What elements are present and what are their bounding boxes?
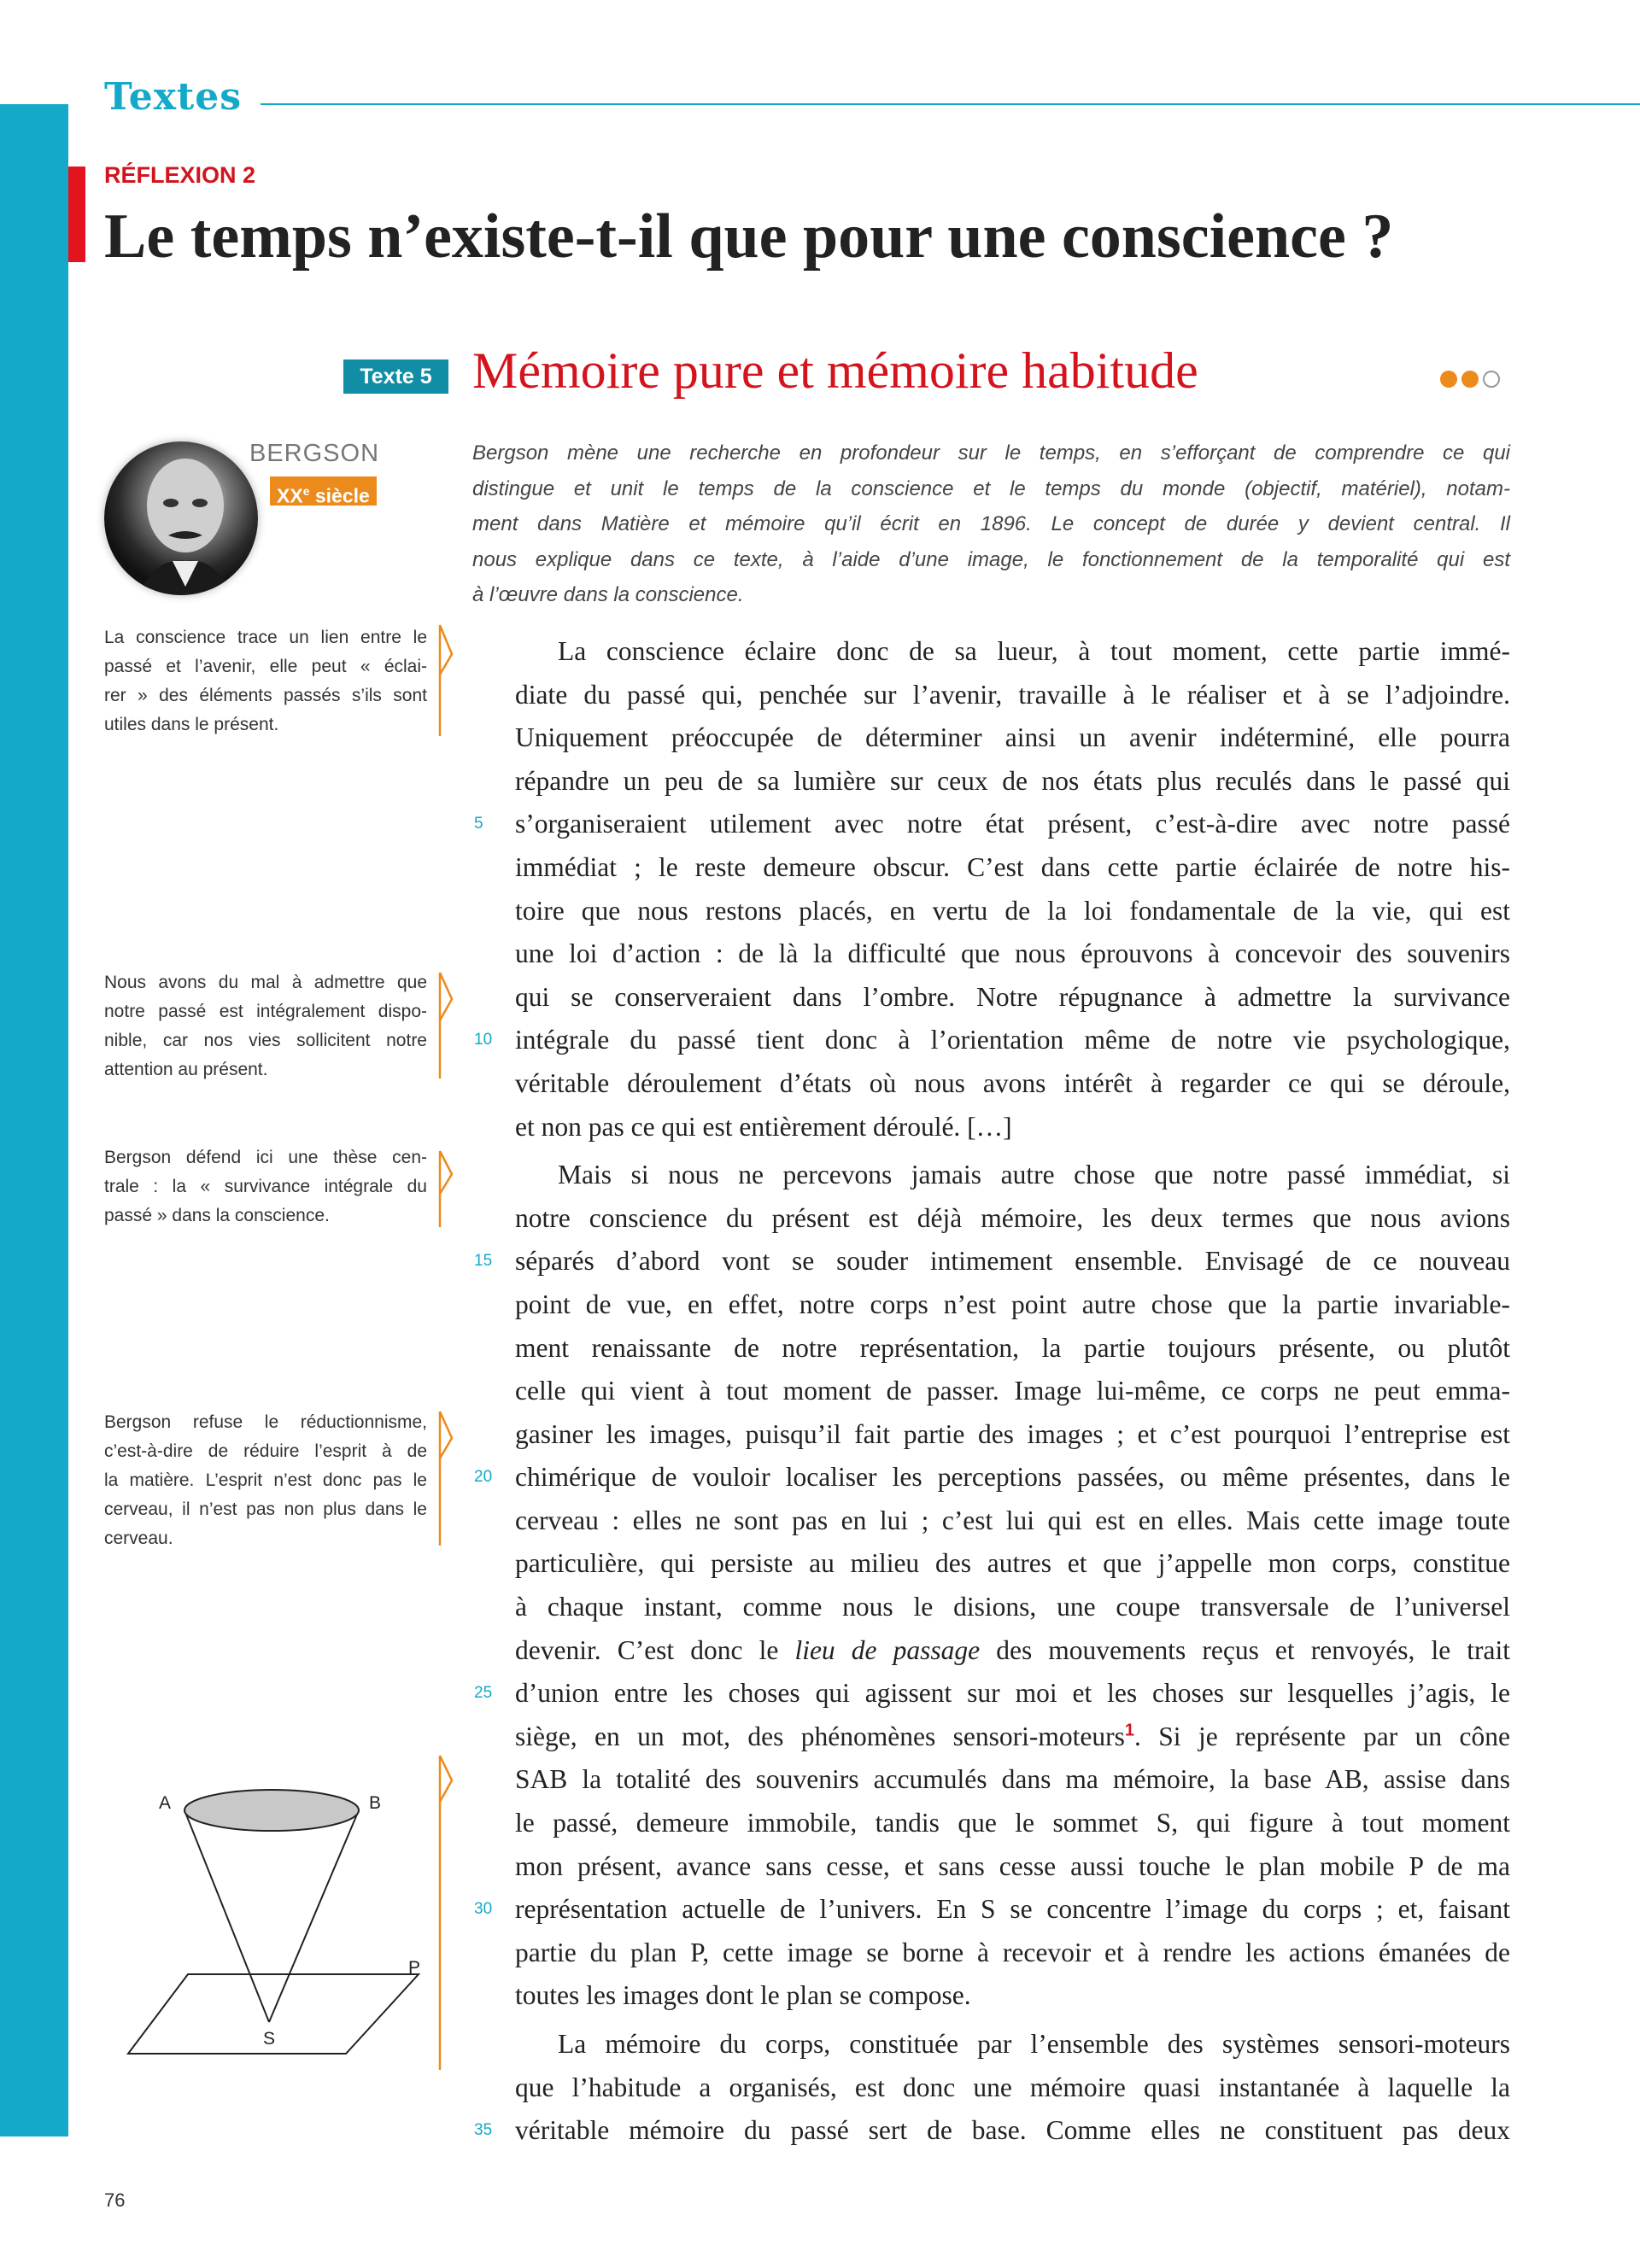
emphasis: lieu de passage: [794, 1634, 981, 1665]
text-line: [515, 1716, 1510, 1759]
bracket-note-2: [440, 973, 452, 1078]
label-p: P: [408, 1958, 421, 1978]
footnote-ref: 1: [1124, 1721, 1134, 1740]
text-line: [515, 932, 1510, 976]
margin-note: [104, 968, 427, 1084]
intro-line: distingue et unit le temps de la conscience et le temps du monde (objectif, matériel), notam-: [472, 476, 1510, 500]
portrait-illustration: [104, 441, 258, 595]
text-line: [474, 1672, 1510, 1716]
note-line: utiles dans le présent.: [104, 715, 279, 734]
line-text: toire que nous restons placés, en vertu de la loi fondamentale de la vie, qui est: [515, 895, 1510, 926]
note-line: Bergson refuse le réductionnisme,: [104, 1412, 427, 1432]
note-line: La conscience trace un lien entre le: [104, 628, 427, 647]
line-text: La mémoire du corps, constituée par l’ensemble des systèmes sensori-moteurs: [558, 2029, 1510, 2059]
note-line: la matière. L’esprit n’est donc pas le: [104, 1470, 427, 1490]
intro-line: nous explique dans ce texte, à l’aide d’une image, le fonctionnement de la temporalité qui est: [472, 547, 1510, 571]
difficulty-dot-filled: [1440, 371, 1457, 388]
line-text: représentation actuelle de l’univers. En S se concentre l’image du corps ; et, faisant: [515, 1894, 1510, 1925]
text-line: [515, 1758, 1510, 1802]
text-line: [515, 890, 1510, 933]
author-portrait: [104, 441, 258, 595]
text-line: [474, 1888, 1510, 1932]
text-introduction: [472, 435, 1510, 613]
chapter-kicker: RÉFLEXION 2: [104, 162, 256, 188]
line-text: que l’habitude a organisés, est donc une mémoire quasi instantanée à laquelle la: [515, 2072, 1510, 2102]
line-text: Uniquement préoccupée de déterminer ainsi un avenir indéterminé, elle pourra: [515, 722, 1510, 753]
intro-line: Bergson mène une recherche en profondeur sur le temps, en s’efforçant de comprendre ce qui: [472, 441, 1510, 465]
text-line: [515, 1974, 1510, 2018]
line-text: d’union entre les choses qui agissent sur moi et les choses sur lesquelles j’agis, le: [515, 1678, 1510, 1709]
line-text: à chaque instant, comme nous le disions, une coupe transversale de l’universel: [515, 1592, 1510, 1622]
line-text: des mouvements reçus et renvoyés, le trait: [980, 1634, 1510, 1665]
line-number: 15: [474, 1252, 493, 1271]
bracket-note-4: [440, 1412, 452, 1546]
line-text: diate du passé qui, penchée sur l’avenir, travaille à le réaliser et à se l’adjoindre.: [515, 679, 1510, 710]
line-text: cerveau : elles ne sont pas en lui ; c’est lui qui est en elles. Mais cette image toute: [515, 1505, 1510, 1535]
text-line: [515, 716, 1510, 760]
text-line: [515, 1197, 1510, 1241]
century-word: siècle: [309, 484, 370, 507]
note-line: c’est-à-dire de réduire l’esprit à de: [104, 1441, 427, 1461]
intro-line: à l’œuvre dans la conscience.: [472, 583, 744, 606]
line-number: 35: [474, 2121, 493, 2140]
line-text: gasiner les images, puisqu’il fait partie des images ; et c’est pourquoi l’entreprise est: [515, 1418, 1510, 1449]
line-text: chimérique de vouloir localiser les perceptions passées, ou même présentes, dans le: [515, 1462, 1510, 1493]
text-line: [515, 1283, 1510, 1327]
text-line: [515, 1542, 1510, 1586]
intro-line: ment dans Matière et mémoire qu’il écrit en 1896. Le concept de durée y devient central. Il: [472, 512, 1510, 535]
text-line: [515, 1499, 1510, 1543]
line-number: 20: [474, 1468, 493, 1487]
note-line: cerveau.: [104, 1529, 173, 1548]
text-line: [515, 674, 1510, 717]
text-line: [515, 1327, 1510, 1371]
title-accent-bar: [68, 167, 85, 262]
margin-note: [104, 623, 427, 739]
note-line: passé et l’avenir, elle peut « éclai-: [104, 657, 427, 676]
line-text: répandre un peu de sa lumière sur ceux de nos états plus reculés dans le passé qui: [515, 765, 1510, 796]
text-line: [515, 976, 1510, 1020]
text-line: [515, 1802, 1510, 1845]
text-line: [515, 1413, 1510, 1457]
line-text: et non pas ce qui est entièrement déroulé. […]: [515, 1111, 1012, 1142]
note-line: notre passé est intégralement dispo-: [104, 1002, 427, 1021]
line-text: une loi d’action : de là la difficulté que nous éprouvons à concevoir des souvenirs: [515, 938, 1510, 969]
difficulty-dot-filled: [1461, 371, 1479, 388]
line-text: ment renaissante de notre représentation, la partie toujours présente, ou plutôt: [515, 1332, 1510, 1363]
line-text: point de vue, en effet, notre corps n’est point autre chose que la partie invariable-: [515, 1289, 1510, 1319]
line-text: celle qui vient à tout moment de passer. Image lui-même, ce corps ne peut emma-: [515, 1376, 1510, 1406]
label-b: B: [369, 1793, 382, 1813]
line-text: Mais si nous ne percevons jamais autre chose que notre passé immédiat, si: [558, 1160, 1510, 1190]
bracket-note-3: [440, 1151, 452, 1227]
line-text: séparés d’abord vont se souder intimement ensemble. Envisagé de ce nouveau: [515, 1246, 1510, 1277]
note-line: Nous avons du mal à admettre que: [104, 973, 427, 992]
text-line: [474, 1019, 1510, 1062]
line-text: siège, en un mot, des phénomènes sensori-moteurs: [515, 1721, 1125, 1751]
text-line: [474, 1456, 1510, 1499]
text-line: [515, 760, 1510, 804]
century-badge: [270, 476, 377, 506]
note-line: passé » dans la conscience.: [104, 1206, 330, 1225]
bracket-diagram: [440, 1756, 452, 2070]
text-line: [515, 1845, 1510, 1889]
line-text: SAB la totalité des souvenirs accumulés dans ma mémoire, la base AB, assise dans: [515, 1764, 1510, 1795]
label-a: A: [159, 1793, 172, 1813]
text-line: [515, 1370, 1510, 1413]
memory-cone-diagram: [120, 1776, 427, 2066]
margin-note: [104, 1143, 427, 1230]
line-number: 10: [474, 1031, 493, 1049]
note-line: Bergson défend ici une thèse cen-: [104, 1148, 427, 1167]
line-text: partie du plan P, cette image se borne à recevoir et à rendre les actions émanées de: [515, 1937, 1510, 1967]
text-line: [515, 1106, 1510, 1149]
text-body: [474, 630, 1510, 2153]
text-line: [515, 630, 1510, 674]
line-text: le passé, demeure immobile, tandis que le sommet S, qui figure à tout moment: [515, 1808, 1510, 1838]
century-numeral: XX: [277, 484, 303, 507]
line-text: qui se conserveraient dans l’ombre. Notre répugnance à admettre la survivance: [515, 981, 1510, 1012]
line-text: s’organiseraient utilement avec notre état présent, c’est-à-dire avec notre passé: [515, 809, 1510, 839]
note-line: cerveau, il n’est pas non plus dans le: [104, 1499, 427, 1519]
line-number: 5: [474, 815, 483, 833]
line-text: intégrale du passé tient donc à l’orientation même de notre vie psychologique,: [515, 1025, 1510, 1055]
text-line: [474, 1240, 1510, 1283]
line-text: La conscience éclaire donc de sa lueur, à tout moment, cette partie immé-: [558, 636, 1510, 666]
text-line: [515, 2023, 1510, 2066]
line-text: immédiat ; le reste demeure obscur. C’est dans cette partie éclairée de notre his-: [515, 851, 1510, 882]
page-number: 76: [104, 2189, 126, 2211]
author-name: BERGSON: [249, 440, 380, 467]
section-rule: [261, 103, 1640, 105]
page-title: Le temps n’existe-t-il que pour une conscience ?: [104, 202, 1394, 272]
line-text: véritable déroulement d’états où nous avons intérêt à regarder ce qui se déroule,: [515, 1067, 1510, 1098]
text-line: [515, 1154, 1510, 1197]
text-line: [515, 2066, 1510, 2110]
note-line: rer » des éléments passés s’ils sont: [104, 686, 427, 705]
difficulty-dot-empty: [1483, 371, 1500, 388]
text-heading: Mémoire pure et mémoire habitude: [472, 342, 1198, 399]
margin-note: [104, 1408, 427, 1553]
text-line: [515, 846, 1510, 890]
line-text: toutes les images dont le plan se compose.: [515, 1980, 971, 2011]
text-line: [515, 1932, 1510, 1975]
note-line: trale : la « survivance intégrale du: [104, 1177, 427, 1196]
page-side-band: [0, 104, 68, 2136]
line-text: . Si je représente par un cône: [1134, 1721, 1510, 1751]
bracket-note-1: [440, 625, 452, 736]
text-line: [474, 2109, 1510, 2153]
note-line: attention au présent.: [104, 1060, 268, 1079]
line-number: 25: [474, 1684, 493, 1703]
line-text: devenir. C’est donc le: [515, 1634, 795, 1665]
margin-brackets: [431, 0, 457, 2135]
line-text: particulière, qui persiste au milieu des autres et que j’appelle mon corps, constitue: [515, 1548, 1510, 1579]
text-number-badge: Texte 5: [343, 359, 448, 394]
section-label: Textes: [104, 75, 243, 119]
text-line: [515, 1586, 1510, 1629]
line-text: véritable mémoire du passé sert de base. Comme elles ne constituent pas deux: [515, 2115, 1510, 2146]
line-text: notre conscience du présent est déjà mémoire, les deux termes que nous avions: [515, 1202, 1510, 1233]
line-text: mon présent, avance sans cesse, et sans cesse aussi touche le plan mobile P de ma: [515, 1850, 1510, 1881]
text-line: [474, 803, 1510, 846]
text-line: [515, 1062, 1510, 1106]
note-line: nible, car nos vies sollicitent notre: [104, 1031, 427, 1050]
line-number: 30: [474, 1900, 493, 1919]
text-line: [515, 1629, 1510, 1673]
cone-base-ab: [184, 1790, 359, 1831]
label-s: S: [263, 2029, 276, 2049]
century-ordinal: e: [302, 484, 310, 498]
